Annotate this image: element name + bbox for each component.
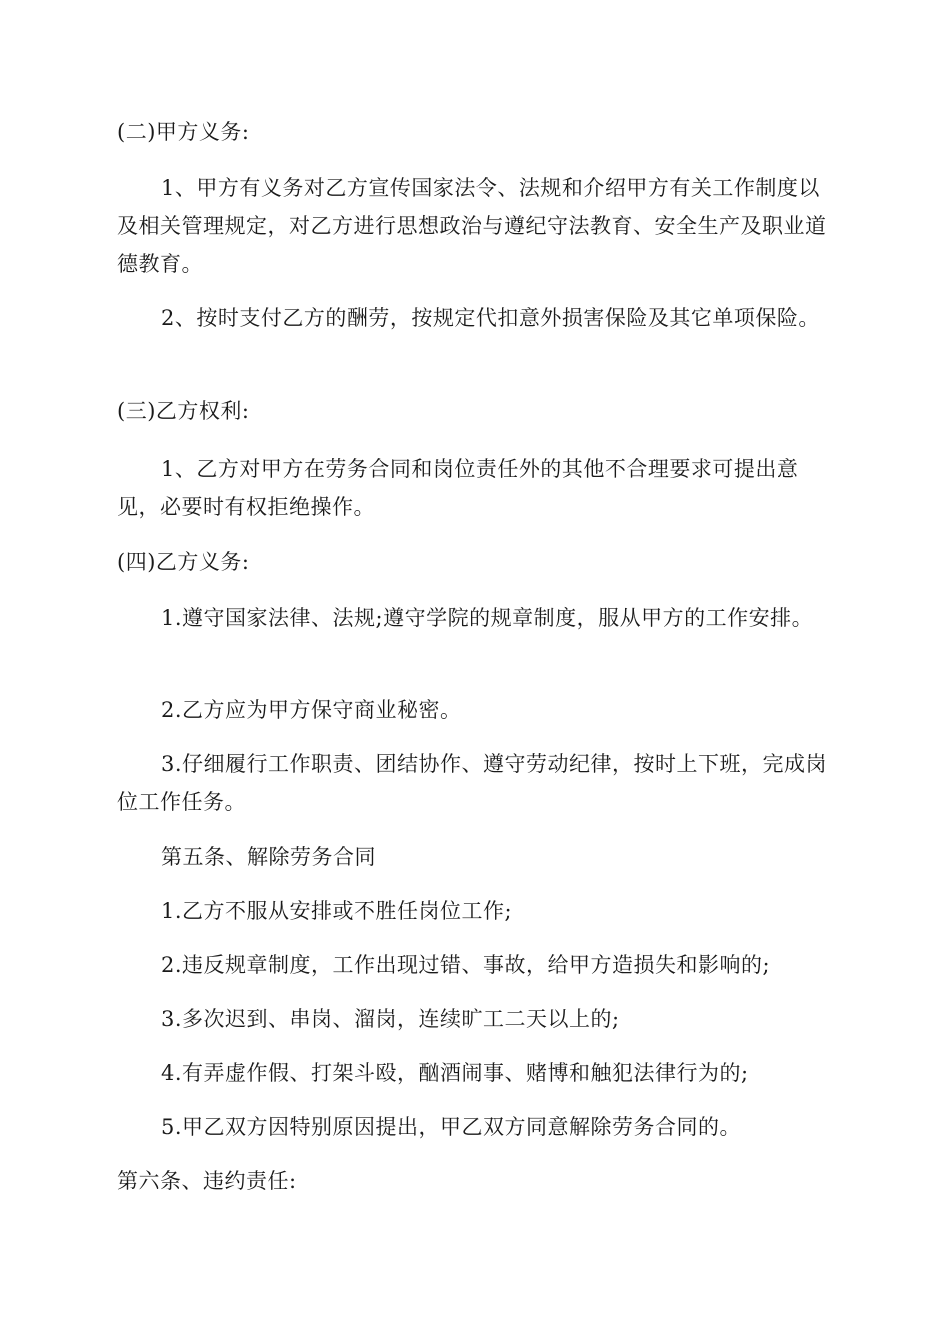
section-heading-party-a-obligations: (二)甲方义务: [117, 120, 250, 144]
paragraph-party-b-obligation-2: 2.乙方应为甲方保守商业秘密。 [161, 698, 462, 722]
article-five-heading: 第五条、解除劳务合同 [161, 845, 376, 869]
termination-clause-3: 3.多次迟到、串岗、溜岗，连续旷工二天以上的; [161, 1007, 620, 1031]
termination-clause-5: 5.甲乙双方因特别原因提出，甲乙双方同意解除劳务合同的。 [161, 1115, 742, 1139]
section-heading-party-b-obligations: (四)乙方义务: [117, 550, 250, 574]
article-six-heading: 第六条、违约责任: [117, 1169, 297, 1193]
section-heading-party-b-rights: (三)乙方权利: [117, 399, 250, 423]
termination-clause-4: 4.有弄虚作假、打架斗殴，酗酒闹事、赌博和触犯法律行为的; [161, 1061, 749, 1085]
termination-clause-2: 2.违反规章制度，工作出现过错、事故，给甲方造损失和影响的; [161, 953, 771, 977]
termination-clause-1: 1.乙方不服从安排或不胜任岗位工作; [161, 899, 513, 923]
paragraph-party-b-right-1: 1、乙方对甲方在劳务合同和岗位责任外的其他不合理要求可提出意见，必要时有权拒绝操作。 [117, 457, 799, 519]
paragraph-party-b-obligation-1: 1.遵守国家法律、法规;遵守学院的规章制度，服从甲方的工作安排。 [161, 606, 814, 630]
paragraph-party-b-obligation-3: 3.仔细履行工作职责、团结协作、遵守劳动纪律，按时上下班，完成岗位工作任务。 [117, 752, 828, 814]
paragraph-party-a-obligation-1: 1、甲方有义务对乙方宣传国家法令、法规和介绍甲方有关工作制度以及相关管理规定，对乙方进行思想政治与遵纪守法教育、安全生产及职业道德教育。 [117, 176, 827, 276]
paragraph-party-a-obligation-2: 2、按时支付乙方的酬劳，按规定代扣意外损害保险及其它单项保险。 [161, 306, 820, 330]
